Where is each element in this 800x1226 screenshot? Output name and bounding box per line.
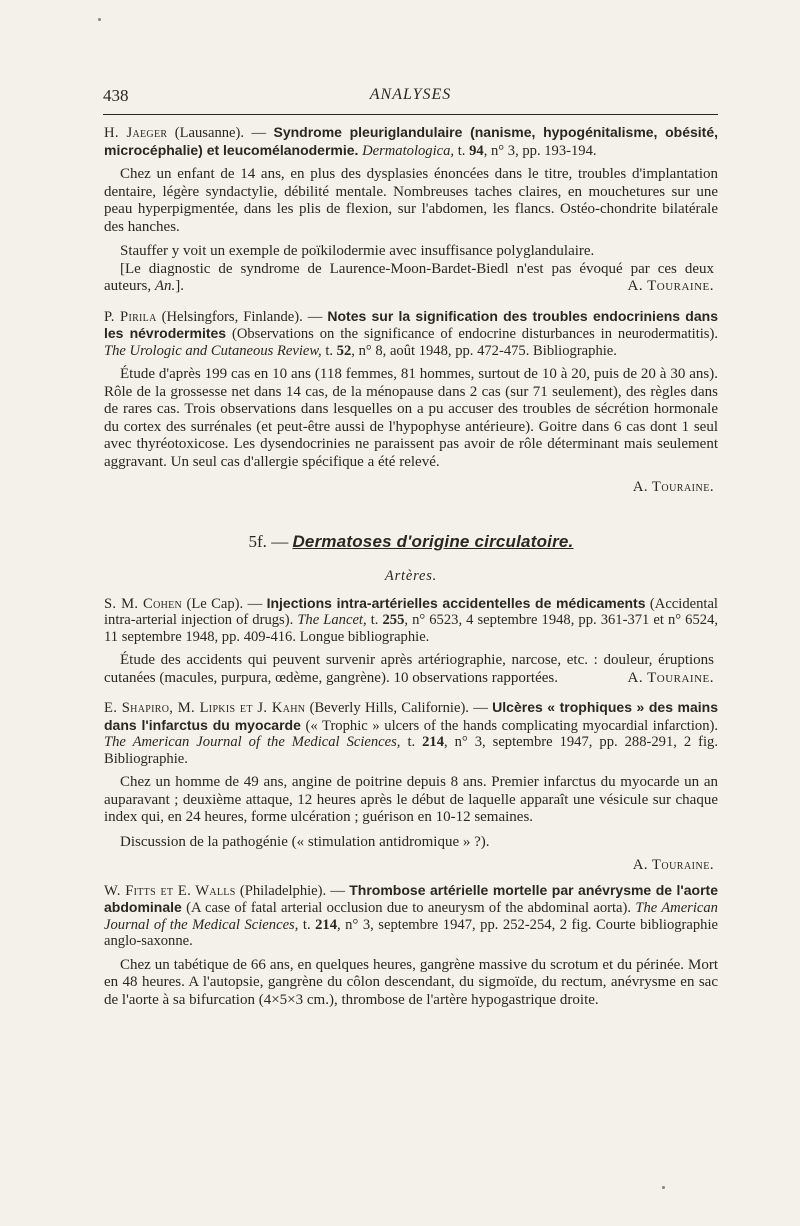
entry-paragraph-end: ].: [175, 278, 184, 294]
page-header: [103, 86, 718, 108]
entry-paragraph: Stauffer y voit un exemple de poïkilodermie avec insuffisance polyglandulaire.: [120, 243, 595, 259]
entry-paragraph: Étude d'après 199 cas en 10 ans (118 femmes, 81 hommes, surtout de 10 à 20, puis de 20 à 30 ans). Rôle de la grossesse net dans 14 cas, de la ménopause dans 2 cas (sur 71 seulement), des règles dans de rares cas. Trois observations dans lesquelles on a pu accuser des troubles de sécrétion hormonale du cortex des surrénales (et peut-être aussi de l'hypophyse antérieure). Goitre dans 6 cas dont 1 seul avec thyréotoxicose. Les dysendocrinies ne paraissent pas avoir de rôle déterminant mais seulement aggravant. Un seul cas d'allergie spécifique a été relevé.: [104, 366, 718, 470]
entry-volume: 255: [382, 612, 405, 628]
entry-description: (Accidental intra-arterial injection of drugs).: [104, 595, 718, 628]
entry-paragraph: Chez un enfant de 14 ans, en plus des dysplasies énoncées dans le titre, troubles d'implantation dentaire, légère syndactylie, débilité mentale. Nombreuses taches claires, en mouchetures sur une peau hyperpigmentée, dans les plis de flexion, sur l'abdomen, les flancs. Ostéo-chondrite bilatérale des hanches.: [104, 166, 718, 235]
entry-signature: A. Touraine.: [632, 857, 714, 873]
entry-place: (Philadelphie). —: [235, 882, 350, 899]
abstract-entry: [104, 882, 718, 1010]
entry-ref-pre: t.: [454, 142, 470, 159]
entry-ref: , n° 8, août 1948, pp. 472-475. Bibliographie.: [351, 342, 617, 359]
entry-title: Injections intra-artérielles accidentelles de médicaments: [266, 594, 646, 611]
entry-volume: 94: [469, 142, 484, 159]
entry-signature: A. Touraine.: [632, 479, 714, 495]
entry-paragraph-italic: An.: [154, 278, 176, 294]
entry-paragraph: Chez un homme de 49 ans, angine de poitrine depuis 8 ans. Premier infarctus du myocarde un an auparavant ; deuxième attaque, 12 heures après le début de laquelle apparaît une vésicule sur chaque index qui, en 24 heures, forme ulcération ; guérison en 10-12 semaines.: [104, 774, 718, 825]
entry-journal: The American Journal of the Medical Sciences,: [104, 900, 718, 933]
entry-ref-pre: t.: [366, 612, 383, 628]
entry-volume: 214: [422, 734, 445, 750]
print-speck: [98, 18, 101, 21]
entry-title: Thrombose artérielle mortelle par anévrysme de l'aorte abdominale: [104, 881, 718, 915]
entry-place: (Lausanne). —: [167, 125, 274, 141]
entry-ref-pre: t.: [298, 916, 316, 933]
entry-signature: A. Touraine.: [627, 278, 714, 294]
entry-volume: 52: [336, 342, 352, 359]
entry-journal: The Urologic and Cutaneous Review,: [104, 342, 322, 359]
abstract-entry: [104, 699, 718, 874]
entry-ref-pre: t.: [321, 342, 337, 359]
print-speck: [662, 1186, 665, 1189]
entry-paragraph: Discussion de la pathogénie (« stimulation antidromique » ?).: [120, 833, 490, 850]
page-number: 438: [103, 86, 129, 105]
entry-description: (Observations on the significance of endocrine disturbances in neurodermatitis).: [226, 326, 718, 342]
entry-place: (Le Cap). —: [182, 595, 267, 612]
running-title: ANALYSES: [369, 86, 452, 103]
entry-place: (Helsingfors, Finlande). —: [156, 308, 328, 325]
subsection-heading: Artères.: [384, 568, 438, 584]
entry-volume: 214: [315, 916, 338, 933]
header-rule: [103, 114, 718, 115]
section-title: Dermatoses d'origine circulatoire.: [292, 531, 574, 551]
entry-title: Notes sur la signification des troubles endocriniens dans les névrodermites: [104, 307, 718, 341]
entry-ref: , n° 3, septembre 1947, pp. 252-254, 2 fig. Courte bibliographie anglo-saxonne.: [104, 916, 718, 949]
entry-description: (A case of fatal arterial occlusion due to aneurysm of the abdominal aorta).: [181, 900, 636, 916]
entry-paragraph-signed: [104, 261, 714, 296]
entry-place: (Beverly Hills, Californie). —: [305, 700, 493, 716]
entry-author: S. M. Cohen: [104, 595, 183, 612]
entry-ref: , n° 6523, 4 septembre 1948, pp. 361-371 et n° 6524, 11 septembre 1948, pp. 409-416. Longue bibliographie.: [104, 612, 719, 645]
entry-paragraph: Chez un tabétique de 66 ans, en quelques heures, gangrène massive du scrotum et du périnée. Mort en 48 heures. A l'autopsie, gangrène du côlon descendant, du sigmoïde, du rectum, anévrysme en sac de l'aorte à sa bifurcation (4×5×3 cm.), thrombose de l'artère hypogastrique droite.: [104, 956, 718, 1008]
entry-signature: A. Touraine.: [627, 669, 714, 686]
section-heading: [104, 531, 718, 551]
entry-journal: The American Journal of the Medical Sciences,: [104, 734, 401, 750]
entry-ref: , n° 3, pp. 193-194.: [483, 142, 597, 159]
entry-ref: , n° 3, septembre 1947, pp. 288-291, 2 fig. Bibliographie.: [104, 734, 718, 767]
entry-citation: [104, 124, 718, 159]
entry-journal: The Lancet,: [297, 612, 367, 628]
entry-description: (« Trophic » ulcers of the hands complicating myocardial infarction).: [300, 717, 719, 734]
abstract-entry: [104, 124, 718, 296]
entry-paragraph-text: Étude des accidents qui peuvent survenir après artériographie, narcose, etc. : douleur, éruptions cutanées (macules, purpura, œdème, gangrène). 10 observations rapportées.: [104, 652, 714, 686]
section-number: 5f.: [248, 531, 267, 551]
entry-paragraph-text: [Le diagnostic de syndrome de Laurence-Moon-Bardet-Biedl n'est pas évoqué par ces deux auteurs,: [104, 260, 714, 294]
entry-ref-pre: t.: [400, 734, 423, 750]
entry-title: Syndrome pleuriglandulaire (nanisme, hypogénitalisme, obésité, microcéphalie) et leucomélanodermie.: [104, 124, 719, 158]
entry-author: H. Jaeger: [104, 125, 168, 141]
page-body: [104, 124, 718, 1009]
entry-paragraph-signed: [104, 652, 714, 687]
entry-citation: [104, 595, 718, 646]
entry-author: P. Pirila: [104, 308, 157, 325]
entry-title: Ulcères « trophiques » des mains dans l'infarctus du myocarde: [104, 699, 718, 733]
entry-author: E. Shapiro, M. Lipkis et J. Kahn: [104, 700, 306, 716]
abstract-entry: [104, 595, 718, 688]
entry-citation: [104, 308, 718, 360]
entry-citation: [104, 699, 718, 767]
entry-journal: Dermatologica,: [358, 142, 455, 159]
section-dash: —: [266, 531, 293, 551]
abstract-entry: [104, 308, 718, 496]
entry-citation: [104, 882, 718, 950]
entry-author: W. Fitts et E. Walls: [104, 882, 236, 899]
